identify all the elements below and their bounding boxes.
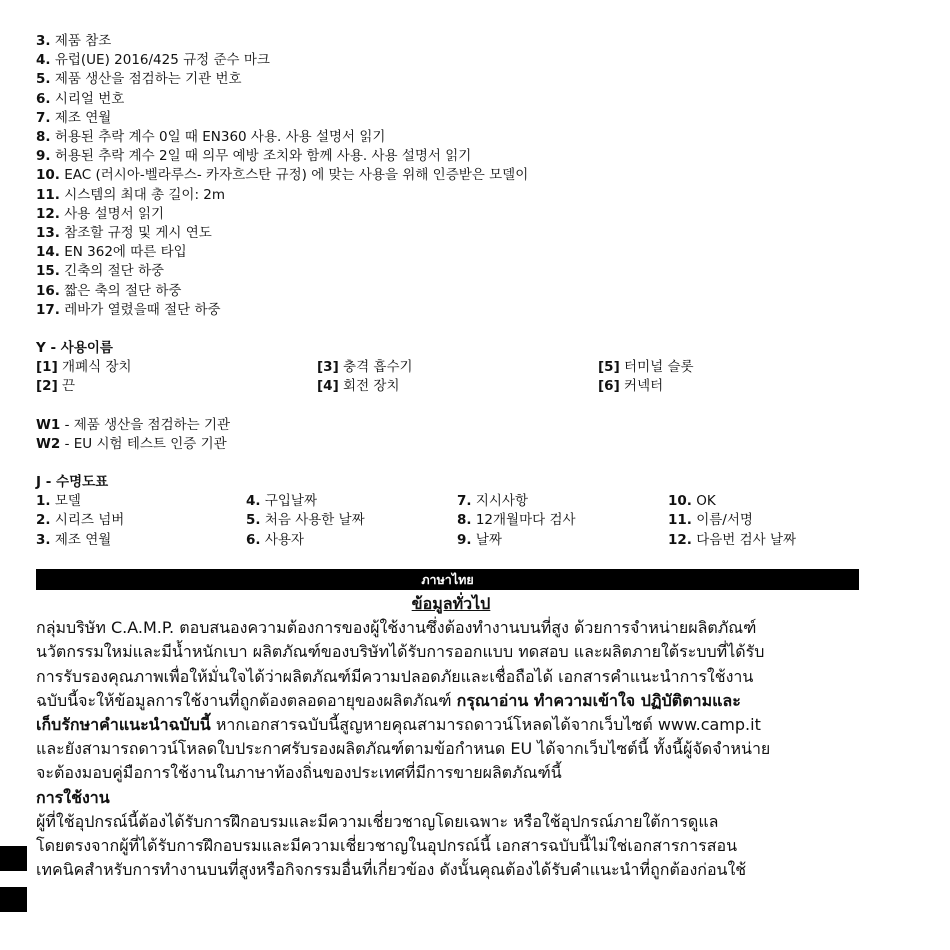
lifetime-label: 구입날짜 [264, 493, 317, 510]
j-section-grid [36, 492, 896, 550]
intro-line: นวัตกรรมใหม่และมีน้ำหนักเบา ผลิตภัณฑ์ของบริษัทได้รับการออกแบบ ทดสอบ และผลิตภายใต้ระบบที่ได้รับ [36, 642, 765, 662]
lifetime-number: 7. [457, 493, 472, 510]
lifetime-number: 6. [246, 531, 261, 548]
lifetime-number: 3. [36, 531, 51, 548]
item-text: EAC (러시아-벨라루스- 카자흐스탄 규정) 에 맞는 사용을 위해 인증받은 모델이 [64, 167, 529, 184]
item-number: 13. [36, 225, 60, 242]
y-section-grid [36, 358, 896, 396]
item-text: 허용된 추락 계수 2일 때 의무 예방 조치와 함께 사용. 사용 설명서 읽기 [54, 148, 472, 165]
part-number: [1] [36, 359, 58, 376]
instruction-emphasis: กรุณาอ่าน ทำความเข้าใจ ปฏิบัติตามและ [456, 690, 741, 710]
item-text: 제품 참조 [54, 33, 112, 49]
lifetime-number: 1. [36, 493, 51, 510]
part-number: [4] [317, 378, 339, 395]
lifetime-item [668, 531, 868, 550]
lifetime-label: 제조 연월 [54, 531, 112, 548]
item-text: 시리얼 번호 [54, 90, 125, 107]
lifetime-label: 처음 사용한 날짜 [264, 512, 365, 529]
lifetime-label: 지시사항 [475, 493, 528, 510]
item-text: 참조할 규정 및 게시 연도 [64, 225, 212, 242]
part-item [317, 377, 598, 396]
lifetime-item [668, 511, 868, 530]
legend-item [36, 128, 896, 147]
item-number: 7. [36, 109, 51, 126]
item-number: 14. [36, 244, 60, 261]
intro-line: และยังสามารถดาวน์โหลดใบประกาศรับรองผลิตภัณฑ์ตามข้อกำหนด EU ได้จากเว็บไซต์นี้ ทั้งนี้ผู้จัดจำหน่าย [36, 739, 771, 759]
item-text: 제조 연월 [54, 109, 112, 126]
item-number: 4. [36, 52, 51, 69]
part-number: [6] [598, 378, 620, 395]
part-number: [3] [317, 359, 339, 376]
lifetime-item [668, 492, 868, 511]
lifetime-item [246, 492, 457, 511]
lifetime-number: 9. [457, 531, 472, 548]
w-text: - 제품 생산을 점검하는 기관 [60, 416, 231, 433]
item-number: 5. [36, 71, 51, 88]
edge-tab-marker [0, 846, 27, 871]
part-label: 회전 장치 [343, 378, 400, 395]
part-label: 끈 [62, 378, 76, 395]
legend-item [36, 166, 896, 185]
lifetime-number: 5. [246, 512, 261, 529]
part-label: 개폐식 장치 [62, 359, 132, 376]
item-text: 사용 설명서 읽기 [64, 205, 165, 222]
item-number: 12. [36, 205, 60, 222]
item-text: 제품 생산을 점검하는 기관 번호 [54, 71, 242, 88]
legend-item [36, 147, 896, 166]
intro-line: การรับรองคุณภาพเพื่อให้มั่นใจได้ว่าผลิตภัณฑ์มีความปลอดภัยและเชื่อถือได้ เอกสารคำแนะนำการใช้งาน [36, 666, 754, 686]
part-number: [5] [598, 359, 620, 376]
item-text: EN 362에 따른 타입 [64, 244, 187, 261]
lifetime-item [36, 511, 246, 530]
edge-tab-marker [0, 887, 27, 912]
item-text: 짧은 축의 절단 하중 [64, 282, 182, 299]
thai-section [36, 592, 866, 882]
item-number: 17. [36, 301, 60, 318]
symbol-legend [36, 32, 896, 550]
legend-item [36, 186, 896, 205]
legend-item [36, 205, 896, 224]
lifetime-number: 12. [668, 531, 692, 548]
intro-line: กลุ่มบริษัท C.A.M.P. ตอบสนองความต้องการของผู้ใช้งานซึ่งต้องทำงานบนที่สูง ด้วยการจำหน่ายผลิตภัณฑ์ [36, 618, 757, 638]
item-number: 9. [36, 148, 51, 165]
lifetime-label: OK [696, 493, 716, 510]
legend-item [36, 224, 896, 243]
intro-text: ฉบับนี้จะให้ข้อมูลการใช้งานที่ถูกต้องตลอดอายุของผลิตภัณฑ์ [36, 690, 457, 710]
part-item [598, 377, 858, 396]
item-number: 8. [36, 129, 51, 146]
lifetime-number: 11. [668, 512, 692, 529]
lifetime-number: 2. [36, 512, 51, 529]
usage-line: ผู้ที่ใช้อุปกรณ์นี้ต้องได้รับการฝึกอบรมและมีความเชี่ยวชาญโดยเฉพาะ หรือใช้อุปกรณ์ภายใต้การดูแล [36, 811, 719, 831]
lifetime-item [457, 492, 668, 511]
usage-line: เทคนิคสำหรับการทำงานบนที่สูงหรือกิจกรรมอื่นที่เกี่ยวข้อง ดังนั้นคุณต้องได้รับคำแนะนำที่ถูกต้องก่อนใช้ [36, 860, 747, 880]
intro-line: จะต้องมอบคู่มือการใช้งานในภาษาท้องถิ่นของประเทศที่มีการขายผลิตภัณฑ์นี้ [36, 763, 562, 783]
item-number: 3. [36, 33, 51, 49]
w-text: - EU 시험 테스트 인증 기관 [60, 435, 227, 452]
intro-line [36, 713, 866, 737]
part-item [36, 377, 317, 396]
lifetime-label: 사용자 [264, 531, 304, 548]
lifetime-item [457, 511, 668, 530]
part-item [317, 358, 598, 377]
item-text: 유럽(UE) 2016/425 규정 준수 마크 [54, 52, 270, 69]
legend-item [36, 32, 896, 51]
lifetime-item [457, 531, 668, 550]
section-title: ข้อมูลทั่วไป [411, 594, 491, 613]
part-label: 터미널 슬롯 [624, 359, 694, 376]
w-code: W2 [36, 435, 61, 452]
part-item [598, 358, 858, 377]
usage-heading: การใช้งาน [36, 787, 110, 807]
lifetime-label: 날짜 [475, 531, 502, 548]
lifetime-label: 시리즈 넘버 [54, 512, 125, 529]
lifetime-label: 모델 [54, 493, 81, 510]
instruction-emphasis: เก็บรักษาคำแนะนำฉบับนี้ [36, 715, 211, 735]
legend-item [36, 90, 896, 109]
intro-text: หากเอกสารฉบับนี้สูญหายคุณสามารถดาวน์โหลดได้จากเว็บไซต์ www.camp.it [210, 715, 761, 735]
legend-item [36, 70, 896, 89]
numbered-list [36, 32, 896, 320]
part-label: 충격 흡수기 [343, 359, 413, 376]
w-item [36, 435, 896, 454]
legend-item [36, 51, 896, 70]
item-number: 6. [36, 90, 51, 107]
j-section-heading: J - 수명도표 [36, 474, 109, 491]
item-number: 11. [36, 186, 60, 203]
legend-item [36, 243, 896, 262]
lifetime-number: 4. [246, 493, 261, 510]
part-number: [2] [36, 378, 58, 395]
item-number: 16. [36, 282, 60, 299]
lifetime-label: 이름/서명 [696, 512, 753, 529]
lifetime-number: 10. [668, 493, 692, 510]
usage-line: โดยตรงจากผู้ที่ได้รับการฝึกอบรมและมีความเชี่ยวชาญในอุปกรณ์นี้ เอกสารฉบับนี้ไม่ใช่เอกสารการสอน [36, 836, 738, 856]
intro-line [36, 689, 866, 713]
legend-item [36, 282, 896, 301]
lifetime-item [246, 531, 457, 550]
lifetime-item [246, 511, 457, 530]
legend-item [36, 301, 896, 320]
lifetime-item [36, 492, 246, 511]
lifetime-number: 8. [457, 512, 472, 529]
w-code: W1 [36, 416, 61, 433]
item-number: 15. [36, 263, 60, 280]
item-number: 10. [36, 167, 60, 184]
item-text: 레바가 열렸을때 절단 하중 [64, 301, 221, 318]
lifetime-item [36, 531, 246, 550]
language-section-bar: ภาษาไทย [36, 569, 859, 590]
item-text: 허용된 추락 계수 0일 때 EN360 사용. 사용 설명서 읽기 [54, 129, 386, 146]
legend-item [36, 262, 896, 281]
legend-item [36, 109, 896, 128]
w-section [36, 416, 896, 454]
w-item [36, 416, 896, 435]
lifetime-label: 다음번 검사 날짜 [696, 531, 797, 548]
lifetime-label: 12개월마다 검사 [475, 512, 576, 529]
y-section-heading: Y - 사용이름 [36, 340, 113, 357]
item-text: 긴축의 절단 하중 [64, 263, 165, 280]
item-text: 시스템의 최대 총 길이: 2m [64, 186, 226, 203]
part-item [36, 358, 317, 377]
part-label: 커넥터 [624, 378, 664, 395]
